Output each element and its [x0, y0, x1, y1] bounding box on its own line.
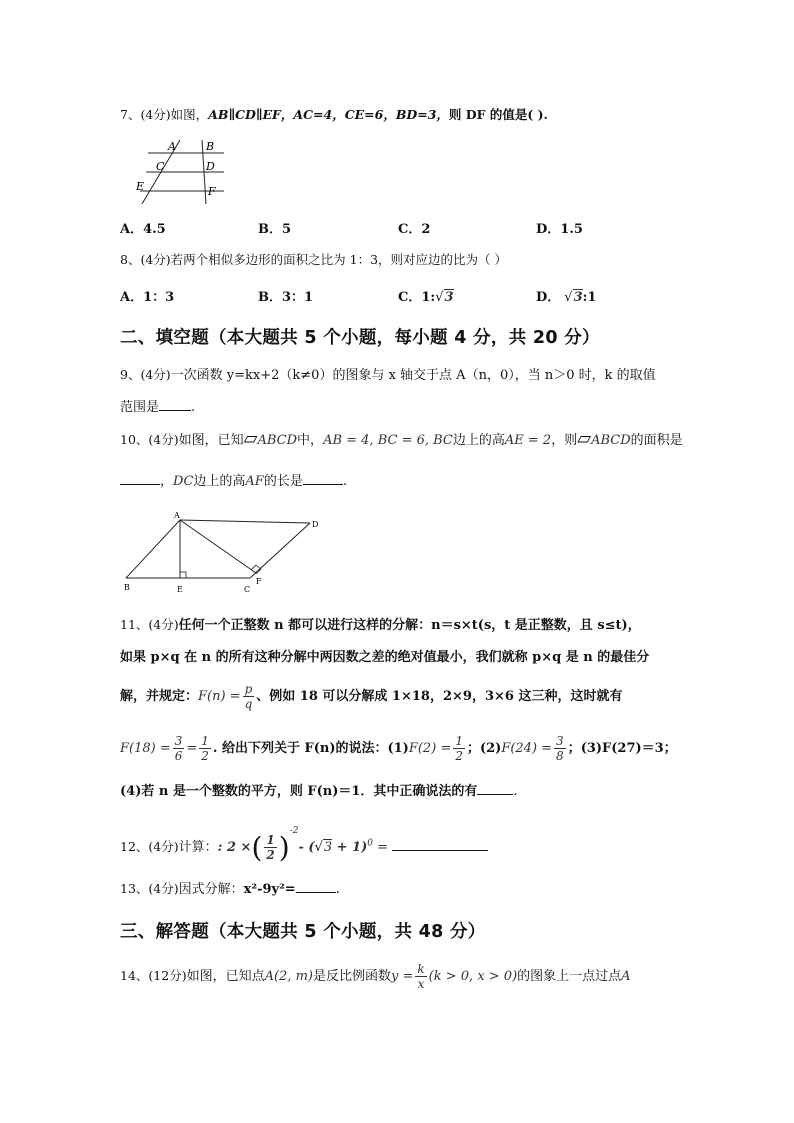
label-c: C [156, 160, 165, 173]
denominator: x [417, 977, 425, 991]
period: . [191, 400, 196, 415]
parallelogram-icon: ▱ [577, 428, 592, 449]
denominator: 8 [556, 749, 564, 763]
label-f: F [208, 185, 216, 198]
option-d-tail: :1 [582, 290, 597, 305]
numerator: 1 [455, 734, 463, 748]
question-text: 如图， [170, 107, 209, 122]
parallel-lines-figure [128, 136, 232, 208]
option-c-label: C．1: [398, 290, 436, 305]
math-condition: (k > 0, x > 0) [428, 969, 518, 984]
question-10-line-1 [120, 428, 683, 449]
question-text: 边上的高 [193, 474, 246, 489]
question-11-line-4 [120, 734, 677, 763]
question-text: 的图象上一点过点 [517, 969, 622, 984]
label-c: C [244, 585, 251, 594]
question-number: 10、(4分) [120, 432, 179, 447]
math-f24: F(24) = [501, 741, 553, 756]
question-text: (4)若 n 是一个整数的平方，则 F(n)＝1．其中正确说法的有 [120, 784, 478, 799]
math-abcd: ABCD [591, 433, 631, 448]
equals: = [186, 741, 198, 756]
q7-option-d[interactable]: D．1.5 [536, 222, 583, 237]
numerator: k [417, 962, 425, 976]
label-d: D [312, 520, 319, 529]
denominator: 2 [455, 749, 463, 763]
option-d-label: D． [536, 290, 561, 305]
question-text: ；(3)F(27)＝3； [567, 741, 677, 756]
q8-option-a[interactable]: A．1：3 [120, 290, 175, 305]
math-plus: + 1) [332, 840, 368, 855]
label-f: F [256, 577, 262, 586]
question-text-tail: 则 DF 的值是( ). [448, 107, 548, 122]
section-2-heading: 二、填空题（本大题共 5 个小题，每小题 4 分，共 20 分） [120, 328, 600, 348]
question-text: 、例如 18 可以分解成 1×18，2×9，3×6 这三种，这时就有 [256, 689, 623, 704]
numerator: p [244, 682, 253, 696]
question-text: 范围是 [120, 400, 160, 415]
question-text: ，则 [551, 433, 578, 448]
question-text: 如图，已知 [178, 433, 244, 448]
question-text: . 给出下列关于 F(n)的说法：(1) [212, 741, 409, 756]
exponent: 0 [367, 838, 373, 849]
height-af [180, 520, 256, 573]
question-math: AB∥CD∥EF，AC=4，CE=6，BD=3， [208, 107, 449, 122]
question-text: 如果 p×q 在 n 的所有这种分解中两因数之差的绝对值最小，我们就称 p×q 是 n 的最佳分 [120, 650, 650, 665]
period: . [342, 474, 347, 489]
period: . [513, 784, 518, 799]
math-minus: - ( [298, 840, 315, 855]
math-ae: AE = 2 [504, 433, 552, 448]
sqrt-icon: √ [314, 840, 323, 855]
math-f2: F(2) = [408, 741, 452, 756]
question-number: 14、(12分) [120, 968, 187, 983]
question-13 [120, 878, 340, 897]
math-a: A [621, 969, 631, 984]
label-e: E [136, 180, 145, 193]
sqrt-icon: √ [435, 290, 444, 305]
fraction-1-2 [199, 734, 211, 763]
math-expression: x²-9y²= [243, 882, 296, 897]
question-12 [120, 826, 488, 864]
side-ad [180, 520, 310, 523]
math-ab-bc: AB = 4, BC = 6, BC [323, 433, 453, 448]
question-text: 计算： [178, 840, 218, 855]
question-number: 12、(4分) [120, 839, 179, 854]
question-11-line-3 [120, 682, 622, 711]
denominator: 6 [174, 749, 183, 763]
label-b: B [206, 140, 215, 153]
question-text: ；(2) [466, 741, 502, 756]
question-text: 如图，已知点 [186, 969, 265, 984]
numerator: 3 [556, 734, 564, 748]
right-paren-icon: ) [278, 831, 290, 864]
fraction-k-x [415, 962, 426, 991]
math-dc: DC [173, 474, 194, 489]
fraction-1-2 [453, 734, 465, 763]
math-point-a: A(2, m) [264, 969, 313, 984]
question-text: 一次函数 y=kx+2（k≠0）的图象与 x 轴交于点 A（n，0），当 n＞0 时，k 的取值 [170, 368, 656, 383]
question-text: 若两个相似多边形的面积之比为 1：3，则对应边的比为（ ） [170, 252, 508, 267]
question-11-line-5 [120, 780, 518, 799]
question-text: 是反比例函数 [313, 969, 392, 984]
question-11-line-2 [120, 646, 649, 665]
answer-blank-2[interactable] [303, 472, 343, 485]
label-e: E [177, 585, 183, 594]
label-b: B [124, 583, 130, 592]
math-2x: : 2 × [217, 840, 252, 855]
question-number: 11、(4分) [120, 617, 179, 632]
answer-blank[interactable] [159, 398, 191, 411]
q7-option-b[interactable]: B．5 [258, 222, 292, 237]
q7-option-c[interactable]: C．2 [398, 222, 431, 237]
right-angle-e [180, 572, 186, 578]
question-text: 中， [297, 433, 324, 448]
q8-option-d[interactable] [536, 286, 596, 305]
question-11-line-1 [120, 614, 641, 633]
math-fn: F(n) = [198, 689, 241, 704]
option-c-radicand: 3 [444, 290, 454, 305]
question-7 [120, 105, 548, 123]
parallelogram-icon: ▱ [243, 428, 258, 449]
math-af: AF [245, 474, 264, 489]
section-3-heading: 三、解答题（本大题共 5 个小题，共 48 分） [120, 922, 486, 942]
q8-option-b[interactable]: B．3：1 [258, 290, 314, 305]
fraction-1-2 [264, 833, 276, 862]
label-d: D [206, 160, 215, 173]
sqrt-icon: √ [564, 290, 573, 305]
denominator: 2 [266, 848, 275, 862]
numerator: 1 [201, 734, 209, 748]
radicand: 3 [323, 840, 333, 855]
side-ab [126, 520, 180, 578]
math-abcd: ABCD [257, 433, 298, 448]
q7-option-a[interactable]: A．4.5 [120, 222, 166, 237]
fraction-3-8 [554, 734, 566, 763]
left-paren-icon: ( [251, 831, 263, 864]
equals: = [372, 840, 389, 855]
question-number: 7、(4分) [120, 107, 171, 122]
period: . [335, 882, 340, 897]
question-text: 因式分解： [178, 882, 244, 897]
parallelogram-figure [118, 508, 332, 596]
option-d-radicand: 3 [573, 290, 583, 305]
answer-blank[interactable] [477, 782, 513, 795]
answer-blank[interactable] [296, 880, 336, 893]
numerator: 1 [266, 833, 275, 847]
question-9-line-2 [120, 396, 195, 415]
question-9-line-1 [120, 364, 656, 383]
question-8 [120, 250, 507, 268]
answer-blank[interactable] [392, 838, 488, 851]
question-text: 任何一个正整数 n 都可以进行这样的分解：n＝s×t(s，t 是正整数，且 s≤t)， [178, 618, 641, 633]
denominator: q [244, 697, 253, 711]
q8-option-c[interactable] [398, 286, 454, 305]
math-y: y = [391, 969, 414, 984]
question-number: 8、(4分) [120, 252, 171, 267]
question-text: 边上的高 [452, 433, 505, 448]
numerator: 3 [174, 734, 183, 748]
question-text: ， [160, 474, 174, 489]
denominator: 2 [201, 749, 209, 763]
question-14 [120, 962, 631, 991]
fraction-p-q [243, 682, 255, 711]
question-text: 的长是 [263, 474, 303, 489]
label-a: A [168, 140, 176, 153]
side-cd [250, 523, 310, 578]
fraction-3-6 [173, 734, 185, 763]
exponent: -2 [289, 826, 299, 836]
question-number: 13、(4分) [120, 881, 179, 896]
math-f18: F(18) = [120, 741, 171, 756]
answer-blank-1[interactable] [120, 472, 160, 485]
label-a: A [174, 511, 180, 520]
question-text: 解，并规定： [120, 689, 199, 704]
question-10-line-2 [120, 470, 347, 489]
question-number: 9、(4分) [120, 367, 171, 382]
question-text: 的面积是 [630, 433, 683, 448]
